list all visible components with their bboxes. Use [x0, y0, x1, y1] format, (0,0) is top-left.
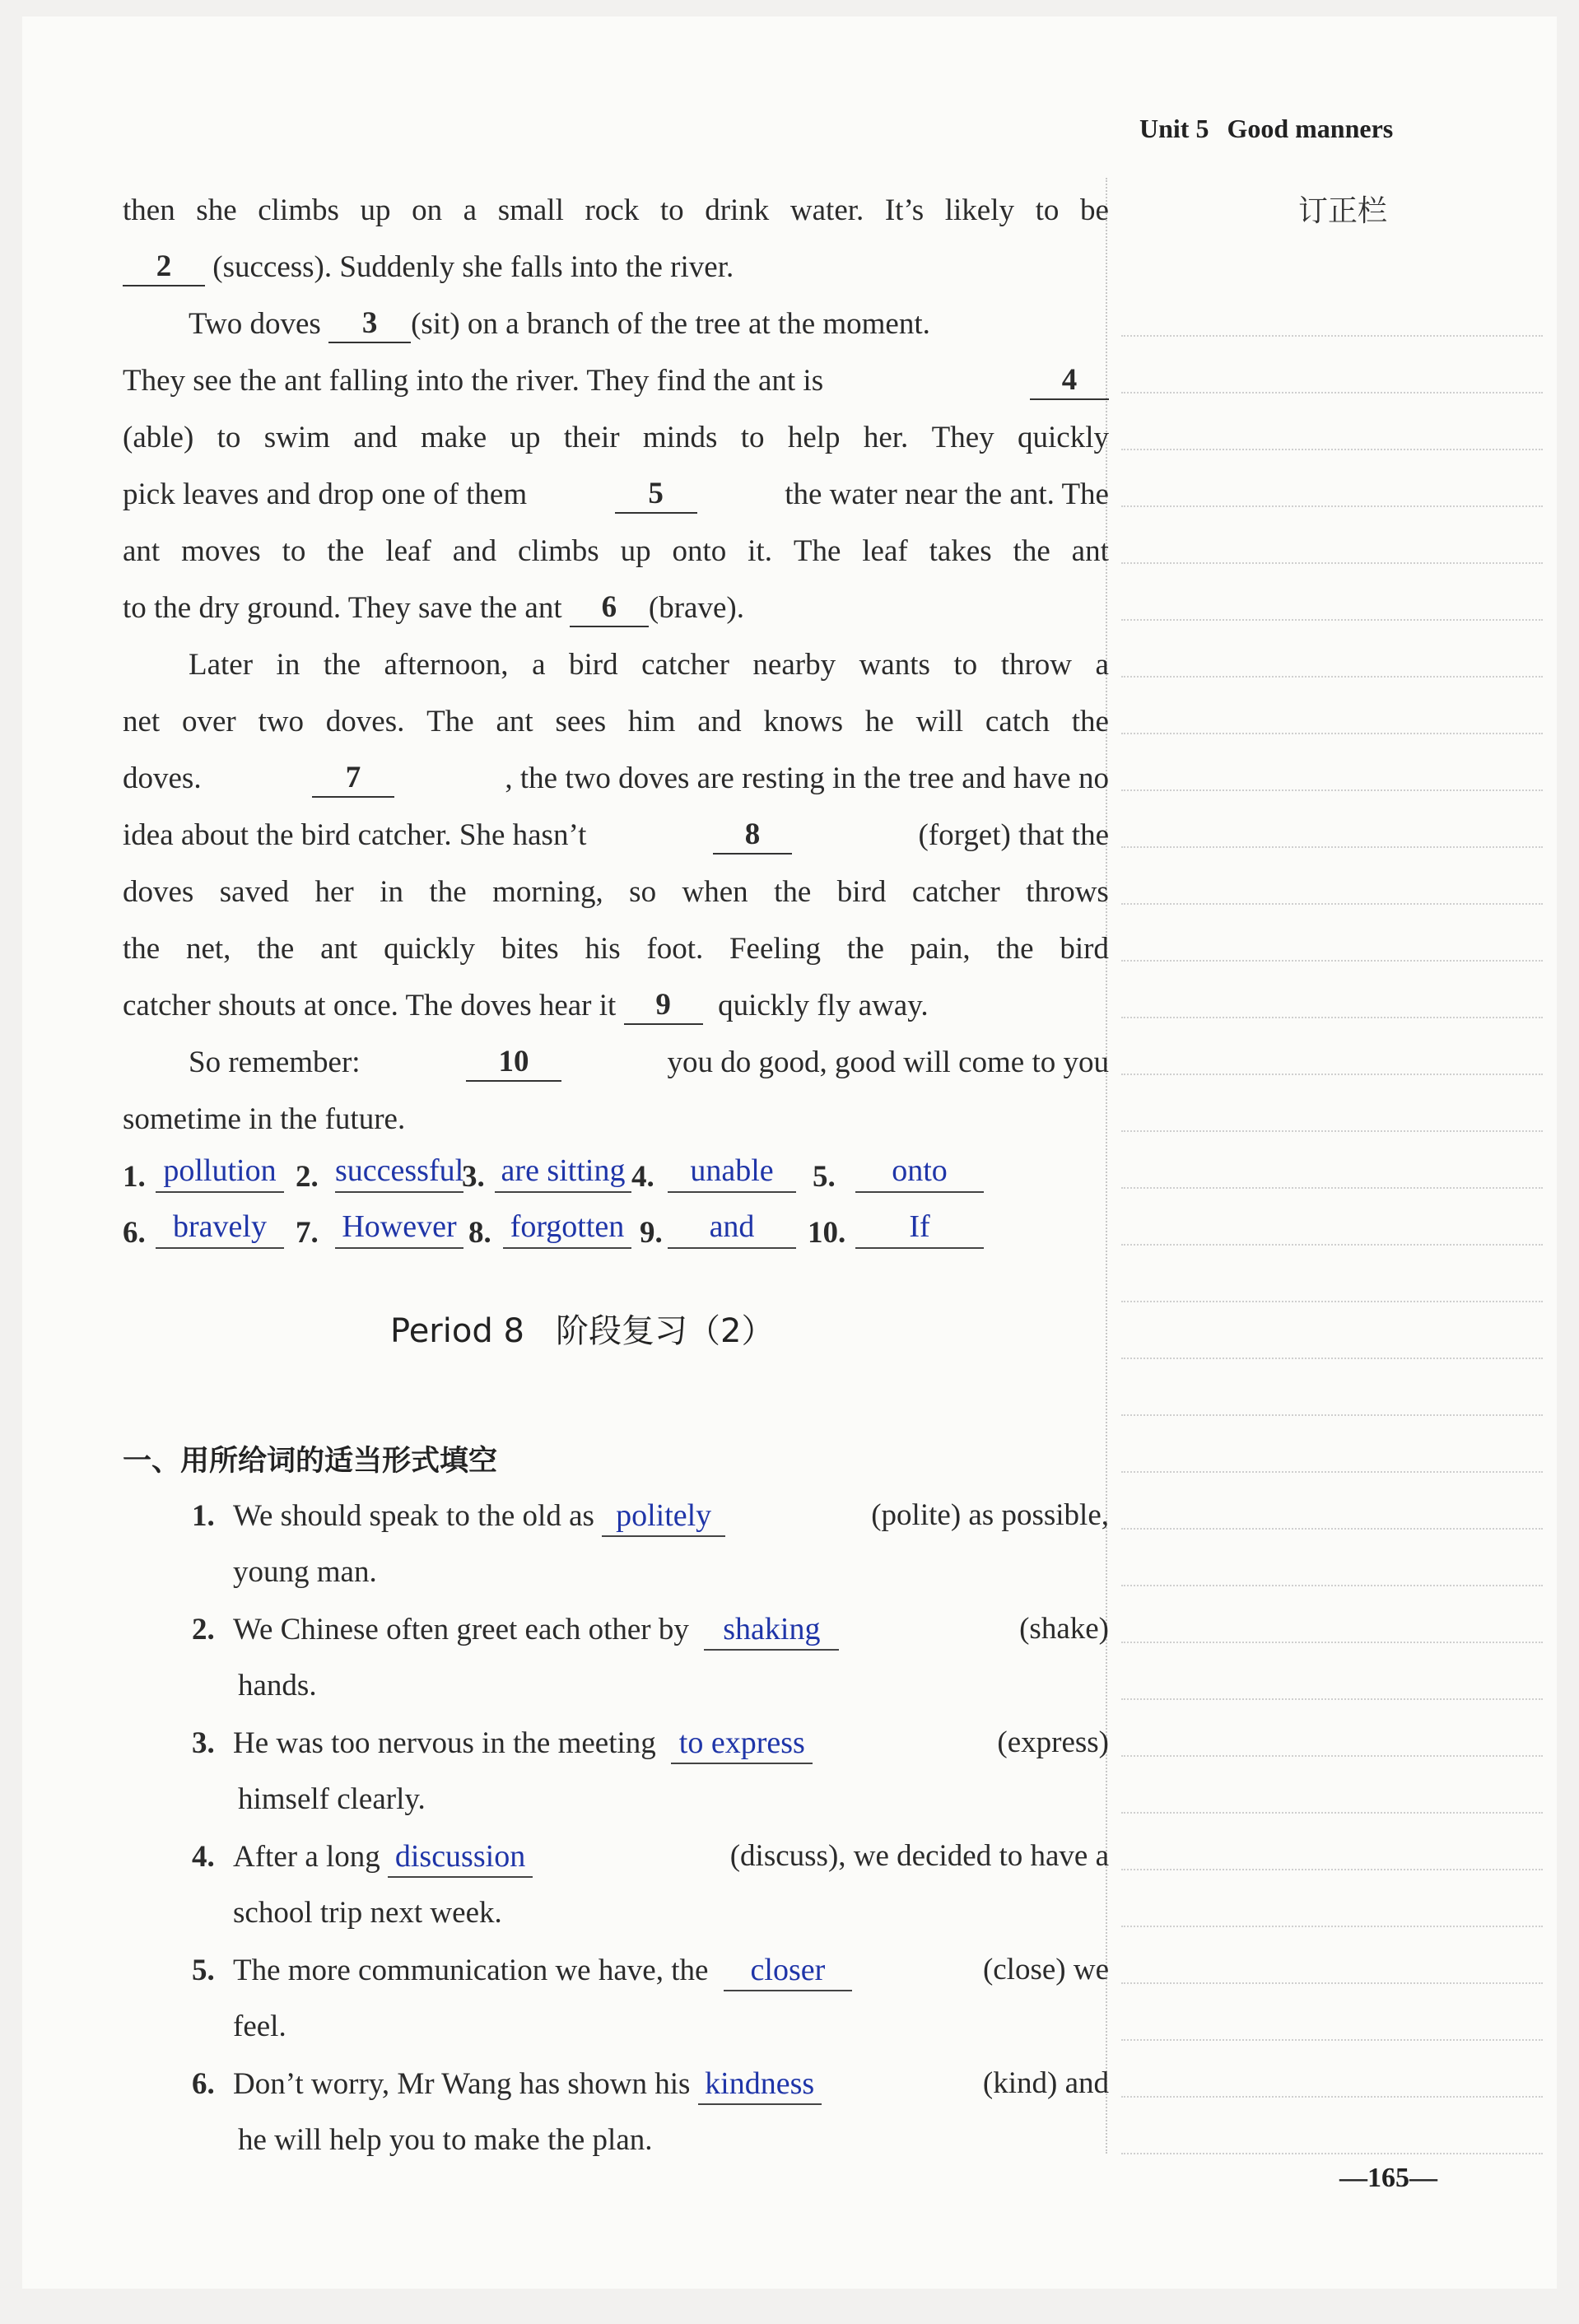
passage-word: the [327, 534, 365, 568]
answer-field[interactable]: kindness [698, 2066, 822, 2105]
passage-blank-9: 9 [624, 988, 703, 1025]
passage-line-5 [123, 420, 1109, 455]
passage-word: to [282, 534, 306, 568]
passage-word: ant [123, 534, 161, 568]
passage-line-16: So remember: 10 you do good, good will come to you [189, 1045, 1109, 1082]
passage-word: saved [219, 875, 290, 909]
passage-word: when [682, 875, 748, 909]
passage-word: their [563, 421, 620, 454]
period-heading [390, 1305, 775, 1352]
passage-word: quickly [1018, 421, 1109, 454]
passage-word: swim [263, 421, 330, 454]
passage-word: the [774, 875, 812, 909]
ruling-line [1121, 1870, 1543, 1927]
passage-word: knows [763, 705, 844, 738]
ruling-line [1121, 1643, 1543, 1700]
passage-word: bites [501, 932, 559, 966]
passage-blank-2: 2 [123, 249, 205, 286]
passage-word: ant [1071, 534, 1109, 568]
passage-word: her [314, 875, 354, 909]
question-2-cont: hands. [238, 1669, 317, 1702]
answer-field[interactable]: pollution [156, 1151, 284, 1193]
passage-word: ant [496, 705, 533, 738]
passage-word: small [497, 193, 564, 227]
passage-word: his [585, 932, 621, 966]
passage-word: the [123, 932, 161, 966]
unit-title: Good manners [1227, 114, 1394, 143]
passage-word: drink [705, 193, 770, 227]
passage-word: water. [790, 193, 864, 227]
ruling-line [1121, 394, 1543, 450]
ruling-line [1121, 1530, 1543, 1586]
passage-word: to [659, 193, 684, 227]
passage-line-6: pick leaves and drop one of them 5 the water near the ant. The [123, 477, 1109, 514]
passage-word: net [123, 705, 161, 738]
passage-word: takes [929, 534, 992, 568]
answer-field[interactable]: shaking [704, 1611, 839, 1651]
passage-word: to [953, 648, 978, 682]
section-heading: 一、用所给词的适当形式填空 [123, 1445, 498, 1478]
ruling-line [1121, 848, 1543, 905]
answer-field[interactable]: However [335, 1207, 463, 1249]
passage-word: rock [585, 193, 640, 227]
passage-word: on [412, 193, 443, 227]
ruling-line [1121, 1814, 1543, 1870]
passage-line-9 [189, 647, 1109, 682]
passage-blank-6: 6 [570, 590, 649, 627]
passage-word: the [1013, 534, 1050, 568]
question-2: 2. We Chinese often greet each other by shaking (shake) [192, 1611, 1109, 1651]
passage-word: minds [642, 421, 718, 454]
ruling-line [1121, 507, 1543, 564]
passage-word: he [864, 705, 894, 738]
passage-word: The [793, 534, 841, 568]
ruling-line [1121, 2041, 1543, 2098]
ruling-line [1121, 1302, 1543, 1359]
passage-word: in [380, 875, 403, 909]
passage-word: It’s [884, 193, 925, 227]
passage-word: the [323, 648, 361, 682]
passage-word: doves. [325, 705, 405, 738]
workbook-page [22, 16, 1557, 2289]
passage-word: to [217, 421, 241, 454]
answer-field[interactable]: unable [668, 1151, 796, 1193]
ruling-line [1121, 621, 1543, 678]
passage-word: throws [1026, 875, 1109, 909]
passage-word: They [931, 421, 994, 454]
passage-word: catcher [911, 875, 1000, 909]
passage-word: ant [320, 932, 358, 966]
question-1-cont: young man. [233, 1555, 377, 1589]
passage-word: will [915, 705, 964, 738]
passage-line-17: sometime in the future. [123, 1102, 406, 1136]
passage-blank-8: 8 [713, 817, 792, 855]
passage-word: it. [748, 534, 772, 568]
answer-field[interactable]: politely [602, 1497, 725, 1537]
passage-word: a [463, 193, 477, 227]
passage-word: catcher [641, 648, 729, 682]
passage-word: nearby [752, 648, 836, 682]
passage-word: onto [672, 534, 727, 568]
passage-word: sees [555, 705, 607, 738]
passage-word: two [258, 705, 305, 738]
answer-row-2: 6. bravely 7. However 8. forgotten 9. and 10. If [123, 1207, 1111, 1253]
passage-word: the [429, 875, 467, 909]
answer-field[interactable]: and [668, 1207, 796, 1249]
ruling-line [1121, 1586, 1543, 1643]
passage-word: to [740, 421, 765, 454]
ruling-line [1121, 564, 1543, 621]
passage-word: leaf [862, 534, 908, 568]
ruling-line [1121, 791, 1543, 848]
passage-word: afternoon, [384, 648, 509, 682]
passage-word: a [532, 648, 546, 682]
passage-line-4: They see the ant falling into the river. They find the ant is 4 [123, 363, 1109, 400]
passage-word: the [996, 932, 1034, 966]
passage-word: moves [181, 534, 261, 568]
ruling-line [1121, 1075, 1543, 1132]
ruling-line [1121, 1018, 1543, 1075]
passage-line-13 [123, 874, 1109, 910]
passage-word: quickly [384, 932, 476, 966]
passage-word: (able) [123, 421, 194, 454]
passage-word: bird [1060, 932, 1109, 966]
question-5: 5. The more communication we have, the closer (close) we [192, 1952, 1109, 1991]
page-number: —165— [1339, 2163, 1437, 2193]
passage-word: The [426, 705, 474, 738]
unit-label: Unit 5 [1139, 114, 1209, 143]
passage-blank-5: 5 [615, 477, 697, 514]
ruling-line [1121, 280, 1543, 337]
period-title: 阶段复习（2） [556, 1312, 775, 1350]
passage-blank-4: 4 [1030, 363, 1109, 400]
ruling-line [1121, 2098, 1543, 2154]
passage-word: in [276, 648, 300, 682]
passage-line-15: catcher shouts at once. The doves hear it 9 quickly fly away. [123, 988, 1109, 1025]
answer-field[interactable]: to express [671, 1725, 813, 1764]
passage-word: foot. [646, 932, 704, 966]
answer-field[interactable]: closer [724, 1952, 852, 1991]
ruling-line [1121, 450, 1543, 507]
answer-field[interactable]: bravely [156, 1207, 284, 1249]
passage-word: wants [859, 648, 930, 682]
passage-word: help [787, 421, 841, 454]
passage-word: the [1071, 705, 1109, 738]
answer-field[interactable]: successful [335, 1151, 463, 1193]
passage-word: Feeling [729, 932, 821, 966]
running-header [1139, 114, 1393, 144]
passage-word: to [1035, 193, 1060, 227]
passage-word: and [697, 705, 742, 738]
passage-line-2: 2 (success). Suddenly she falls into the river. [123, 249, 1109, 286]
passage-blank-7: 7 [312, 761, 394, 798]
passage-word: climbs [518, 534, 599, 568]
answer-row-1: 1. pollution 2. successful 3. are sitting 4. unable 5. onto [123, 1151, 1111, 1197]
passage-line-8: to the dry ground. They save the ant 6 (brave). [123, 590, 1109, 627]
passage-word: the [257, 932, 295, 966]
period-number: Period 8 [390, 1312, 524, 1350]
passage-word: him [627, 705, 676, 738]
passage-word: she [196, 193, 237, 227]
correction-column-label: 订正栏 [1298, 194, 1388, 228]
passage-word: net, [185, 932, 231, 966]
passage-word: make [421, 421, 487, 454]
passage-word: her. [863, 421, 909, 454]
answer-field[interactable]: discussion [388, 1838, 533, 1878]
passage-word: likely [944, 193, 1014, 227]
passage-word: up [620, 534, 651, 568]
answer-field[interactable]: If [855, 1207, 984, 1249]
passage-word: doves [123, 875, 194, 909]
ruling-line [1121, 1473, 1543, 1530]
question-1: 1. We should speak to the old as politely (polite) as possible, [192, 1497, 1109, 1537]
ruling-line [1121, 1700, 1543, 1757]
passage-word: and [452, 534, 497, 568]
ruling-line [1121, 1984, 1543, 2041]
passage-word: the [846, 932, 884, 966]
passage-blank-10: 10 [466, 1045, 561, 1082]
passage-word: be [1079, 193, 1109, 227]
question-3: 3. He was too nervous in the meeting to express (express) [192, 1725, 1109, 1764]
passage-word: morning, [492, 875, 603, 909]
passage-line-10 [123, 704, 1109, 739]
passage-line-12: idea about the bird catcher. She hasn’t 8 (forget) that the [123, 817, 1109, 855]
passage-word: so [629, 875, 657, 909]
passage-line-1 [123, 193, 1109, 228]
passage-word: bird [836, 875, 887, 909]
correction-column-lines [1121, 280, 1543, 2154]
passage-word: Later [189, 648, 254, 682]
passage-word: catch [985, 705, 1050, 738]
question-6-cont: he will help you to make the plan. [238, 2123, 653, 2157]
ruling-line [1121, 337, 1543, 394]
passage-word: throw [1000, 648, 1073, 682]
question-6: 6. Don’t worry, Mr Wang has shown his kindness (kind) and [192, 2066, 1109, 2105]
ruling-line [1121, 1757, 1543, 1814]
question-4: 4. After a long discussion (discuss), we decided to have a [192, 1838, 1109, 1878]
ruling-line [1121, 734, 1543, 791]
passage-line-3: Two doves 3 (sit) on a branch of the tree at the moment. [189, 306, 1109, 343]
question-4-cont: school trip next week. [233, 1896, 502, 1930]
ruling-line [1121, 1132, 1543, 1189]
ruling-line [1121, 962, 1543, 1018]
answer-field[interactable]: onto [855, 1151, 984, 1193]
ruling-line [1121, 1189, 1543, 1246]
ruling-line [1121, 678, 1543, 734]
ruling-line [1121, 1246, 1543, 1302]
passage-word: leaf [385, 534, 431, 568]
passage-line-7 [123, 533, 1109, 569]
passage-word: pain, [910, 932, 971, 966]
ruling-line [1121, 1927, 1543, 1984]
passage-word: up [510, 421, 541, 454]
passage-line-11: doves. 7 , the two doves are resting in the tree and have no [123, 761, 1109, 798]
passage-word: up [360, 193, 391, 227]
ruling-line [1121, 1416, 1543, 1473]
passage-word: bird [569, 648, 618, 682]
passage-word: over [181, 705, 236, 738]
passage-word: climbs [258, 193, 339, 227]
question-5-cont: feel. [233, 2010, 286, 2043]
passage-word: a [1095, 648, 1109, 682]
answer-field[interactable]: forgotten [503, 1207, 631, 1249]
passage-word: then [123, 193, 175, 227]
passage-blank-3: 3 [328, 306, 411, 343]
passage-line-14 [123, 931, 1109, 966]
question-3-cont: himself clearly. [238, 1782, 426, 1816]
ruling-line [1121, 905, 1543, 962]
answer-field[interactable]: are sitting [495, 1151, 631, 1193]
ruling-line [1121, 1359, 1543, 1416]
passage-word: and [353, 421, 398, 454]
